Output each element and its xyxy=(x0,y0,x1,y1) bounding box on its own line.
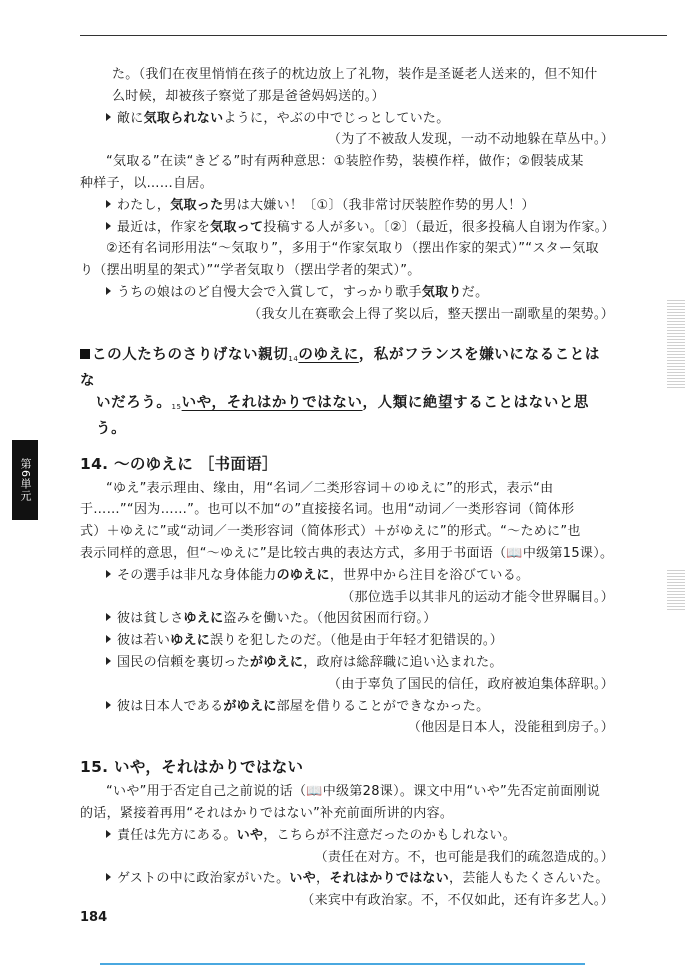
bottom-rule xyxy=(100,963,585,965)
example-sentence xyxy=(80,108,614,130)
triangle-bullet-icon xyxy=(106,830,111,838)
text-segment: 責任は先方にある。 xyxy=(117,827,237,843)
section-14-body xyxy=(80,478,614,740)
intro-block xyxy=(80,64,614,326)
text-line xyxy=(80,238,614,260)
text-segment: “ゆえ”表示理由、缘由，用“名词／二类形容词＋のゆえに”的形式，表示“由 xyxy=(106,480,554,496)
example-sentence xyxy=(80,217,614,239)
text-segment: 部屋を借りることができなかった。 xyxy=(276,698,490,714)
text-line xyxy=(80,478,614,500)
section-15-body xyxy=(80,781,614,912)
text-line xyxy=(80,86,614,108)
translation-line xyxy=(80,717,614,739)
example-sentence xyxy=(80,652,614,674)
translation-line xyxy=(80,847,614,869)
text-segment: （为了不被敌人发现，一动不动地躲在草丛中。） xyxy=(327,132,614,148)
triangle-bullet-icon xyxy=(106,287,111,295)
triangle-bullet-icon xyxy=(106,613,111,621)
page-number: 184 xyxy=(80,910,108,925)
triangle-bullet-icon xyxy=(106,113,111,121)
text-segment: ，こちらが不注意だったのかもしれない。 xyxy=(263,827,517,843)
key-text: この人たちのさりげない親切 xyxy=(92,346,289,363)
triangle-bullet-icon xyxy=(106,701,111,709)
triangle-bullet-icon xyxy=(106,222,111,230)
text-line xyxy=(80,521,614,543)
text-segment: 誤りを犯したのだ。（他是由于年轻才犯错误的。） xyxy=(210,633,504,649)
text-segment: 盗みを働いた。（他因贫困而行窃。） xyxy=(223,611,437,627)
text-segment: 于……”“因为……”。也可以不加“の”直接接名词。也用“动词／一类形容词（简体形 xyxy=(80,502,575,518)
bold-keyword: 気取り xyxy=(421,284,462,300)
bold-keyword: 気取られない xyxy=(143,110,224,126)
translation-line xyxy=(80,587,614,609)
text-segment: （责任在对方。不，也可能是我们的疏忽造成的。） xyxy=(314,849,614,865)
triangle-bullet-icon xyxy=(106,873,111,881)
key-underlined: いや，それはかりではない xyxy=(181,394,363,411)
text-segment: ，芸能人もたくさんいた。 xyxy=(449,871,609,887)
text-segment: （来宾中有政治家。不，不仅如此，还有许多艺人。） xyxy=(301,893,614,909)
translation-line xyxy=(80,674,614,696)
text-segment: “いや”用于否定自己之前说的话（📖中级第28课）。课文中用“いや”先否定前面刚说 xyxy=(106,784,601,800)
header-rule xyxy=(80,35,667,36)
text-segment: 男は大嫌い！〔①〕（我非常讨厌装腔作势的男人！） xyxy=(223,197,535,213)
text-segment: その選手は非凡な身体能力 xyxy=(117,567,277,583)
example-sentence xyxy=(80,195,614,217)
section-14-heading: 14. ～のゆえに ［书面语］ xyxy=(80,454,278,473)
text-segment: 最近は，作家を xyxy=(117,219,211,235)
text-segment: ゲストの中に政治家がいた。 xyxy=(117,871,290,887)
text-line xyxy=(80,260,614,282)
text-segment: 么时候，却被孩子察觉了那是爸爸妈妈送的。） xyxy=(112,88,385,104)
text-segment: （那位选手以其非凡的运动才能令世界瞩目。） xyxy=(341,589,614,605)
text-line xyxy=(80,151,614,173)
text-segment: た。（我们在夜里悄悄在孩子的枕边放上了礼物，装作是圣诞老人送来的，但不知什 xyxy=(112,67,598,82)
text-segment: り（摆出明星的架式）”“学者気取り（摆出学者的架式）”。 xyxy=(80,263,421,279)
triangle-bullet-icon xyxy=(106,657,111,665)
note-number: 15 xyxy=(171,402,182,411)
example-sentence xyxy=(80,282,614,304)
bold-keyword: がゆえに xyxy=(250,654,304,670)
text-segment: だ。 xyxy=(461,284,489,300)
text-line xyxy=(80,173,614,195)
text-segment: うちの娘はのど自慢大会で入賞して，すっかり歌手 xyxy=(117,284,422,300)
example-sentence xyxy=(80,696,614,718)
text-segment: 彼は若い xyxy=(117,633,171,649)
text-segment: ②还有名词形用法“～気取り”，多用于“作家気取り（摆出作家的架式）”“スター気取 xyxy=(106,241,599,257)
text-segment: 表示同样的意思，但“～ゆえに”是比较古典的表达方式，多用于书面语（📖中级第15课）。 xyxy=(80,545,614,561)
bold-keyword: ゆえに xyxy=(170,633,211,649)
triangle-bullet-icon xyxy=(106,200,111,208)
text-segment: ように，やぶの中でじっとしていた。 xyxy=(223,110,450,126)
example-sentence xyxy=(80,868,614,890)
key-text: いだろう。 xyxy=(96,394,172,411)
bold-keyword: のゆえに xyxy=(276,567,330,583)
text-segment: （我女儿在赛歌会上得了奖以后，整天摆出一副歌星的架势。） xyxy=(248,306,614,322)
text-segment: 投稿する人が多い。〔②〕（最近，很多投稿人自诩为作家。） xyxy=(263,219,615,235)
triangle-bullet-icon xyxy=(106,570,111,578)
text-segment: （由于辜负了国民的信任，政府被迫集体辞职。） xyxy=(327,676,614,692)
bold-keyword: 気取った xyxy=(170,197,224,213)
text-segment: ，政府は総辞職に追い込まれた。 xyxy=(303,654,503,670)
text-line xyxy=(80,781,614,803)
unit-side-tab: 第6単元 xyxy=(12,440,38,520)
text-segment: 式）＋ゆえに”或“动词／一类形容词（简体形式）＋がゆえに”的形式。“～ために”也 xyxy=(80,524,581,540)
key-text: ，私がフランスを嫌いになることはな xyxy=(80,346,600,389)
bold-keyword: いや xyxy=(289,871,316,887)
scan-artifact xyxy=(667,300,685,390)
example-sentence xyxy=(80,825,614,847)
text-segment: わたし， xyxy=(117,197,171,213)
key-underlined: のゆえに xyxy=(298,346,359,363)
text-segment: 彼は日本人である xyxy=(117,698,224,714)
triangle-bullet-icon xyxy=(106,635,111,643)
text-segment: ， xyxy=(316,871,330,887)
text-segment: “気取る”在读“きどる”时有两种意思：①装腔作势，装模作样，做作；②假装成某 xyxy=(106,154,584,170)
section-15-heading: 15. いや，それはかりではない xyxy=(80,758,304,777)
text-line xyxy=(80,543,614,565)
text-segment: （他因是日本人，没能租到房子。） xyxy=(407,720,614,736)
scan-artifact xyxy=(667,570,685,610)
text-segment: ，世界中から注目を浴びている。 xyxy=(329,567,530,583)
note-number: 14 xyxy=(288,354,299,363)
text-line xyxy=(80,64,614,86)
text-line xyxy=(80,499,614,521)
square-bullet-icon xyxy=(80,349,90,359)
bold-keyword: 気取って xyxy=(210,219,264,235)
bold-keyword: それはかりではない xyxy=(329,871,450,887)
text-segment: 彼は貧しさ xyxy=(117,611,184,627)
bold-keyword: ゆえに xyxy=(183,611,224,627)
text-segment: 国民の信頼を裏切った xyxy=(117,654,251,670)
key-text: ，人類に絶望することはないと思う。 xyxy=(96,394,590,437)
page-content xyxy=(80,64,614,912)
key-sentence xyxy=(80,344,614,440)
translation-line xyxy=(80,890,614,912)
example-sentence xyxy=(80,608,614,630)
translation-line xyxy=(80,304,614,326)
example-sentence xyxy=(80,565,614,587)
bold-keyword: いや xyxy=(236,827,264,843)
text-segment: 敵に xyxy=(117,110,144,126)
example-sentence xyxy=(80,630,614,652)
text-segment: 的话，紧接着再用“それはかりではない”补充前面所讲的内容。 xyxy=(80,805,454,821)
translation-line xyxy=(80,129,614,151)
bold-keyword: がゆえに xyxy=(223,698,277,714)
text-line xyxy=(80,803,614,825)
text-segment: 种样子，以……自居。 xyxy=(80,175,213,191)
